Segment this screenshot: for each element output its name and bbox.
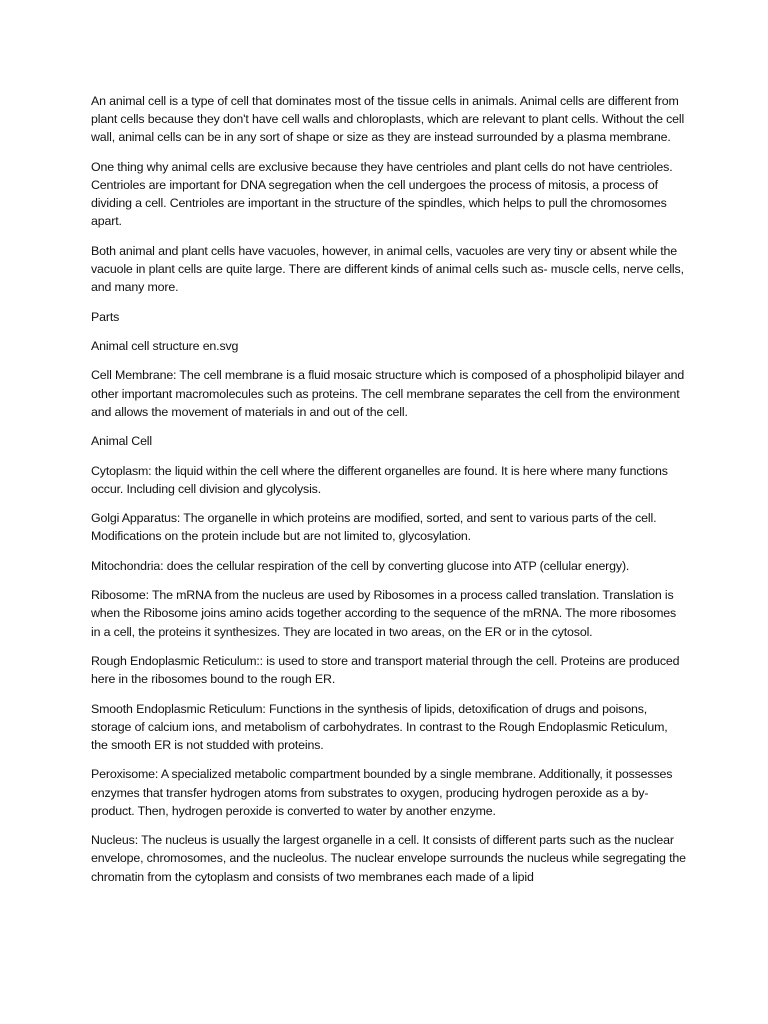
paragraph-animal-cell-heading: Animal Cell <box>91 434 153 449</box>
paragraph-rough-er: Rough Endoplasmic Reticulum:: is used to store and transport material through the cell. Proteins are produced here in the ribosomes bound to the rough ER. <box>91 653 680 687</box>
paragraph-cell-membrane: Cell Membrane: The cell membrane is a fluid mosaic structure which is composed of a phospholipid bilayer and other important macromolecules such as proteins. The cell membrane separates the cell from the environment and allows the movement of materials in and out of the cell. <box>91 368 685 419</box>
paragraph-nucleus: Nucleus: The nucleus is usually the largest organelle in a cell. It consists of different parts such as the nuclear envelope, chromosomes, and the nucleolus. The nuclear envelope surrounds the nucleus while segregating the chromatin from the cytoplasm and consists of two membranes each made of a lipid <box>91 833 686 884</box>
paragraph-ribosome: Ribosome: The mRNA from the nucleus are used by Ribosomes in a process called translation. Translation is when the Ribosome joins amino acids together according to the sequence of the mRNA. The more ribosomes in a cell, the proteins it synthesizes. They are located in two areas, on the ER or in the cytosol. <box>91 588 677 639</box>
document-page <box>91 92 686 897</box>
paragraph-intro: An animal cell is a type of cell that dominates most of the tissue cells in animals. Animal cells are different from plant cells because they don't have cell walls and chloroplasts, which are relevant to plant cells. Without the cell wall, animal cells can be in any sort of shape or size as they are instead surrounded by a plasma membrane. <box>91 94 685 145</box>
paragraph-image-caption: Animal cell structure en.svg <box>91 338 239 353</box>
paragraph-parts-heading: Parts <box>91 309 120 324</box>
paragraph-centrioles: One thing why animal cells are exclusive because they have centrioles and plant cells do not have centrioles. Centrioles are important for DNA segregation when the cell undergoes the process of mitosis, a process of dividing a cell. Centrioles are important in the structure of the spindles, which helps to pull the chromosomes apart. <box>91 159 673 229</box>
paragraph-peroxisome: Peroxisome: A specialized metabolic compartment bounded by a single membrane. Additionally, it possesses enzymes that transfer hydrogen atoms from substrates to oxygen, producing hydrogen peroxide as a by-product. Then, hydrogen peroxide is converted to water by another enzyme. <box>91 767 673 818</box>
paragraph-mitochondria: Mitochondria: does the cellular respiration of the cell by converting glucose into ATP (cellular energy). <box>91 558 630 573</box>
paragraph-smooth-er: Smooth Endoplasmic Reticulum: Functions in the synthesis of lipids, detoxification of drugs and poisons, storage of calcium ions, and metabolism of carbohydrates. In contrast to the Rough Endoplasmic Reticulum, the smooth ER is not studded with proteins. <box>91 701 668 752</box>
paragraph-golgi: Golgi Apparatus: The organelle in which proteins are modified, sorted, and sent to various parts of the cell. Modifications on the protein include but are not limited to, glycosylation. <box>91 511 657 544</box>
paragraph-vacuoles: Both animal and plant cells have vacuoles, however, in animal cells, vacuoles are very tiny or absent while the vacuole in plant cells are quite large. There are different kinds of animal cells such as- muscle cells, nerve cells, and many more. <box>91 243 684 295</box>
paragraph-cytoplasm: Cytoplasm: the liquid within the cell where the different organelles are found. It is here where many functions occur. Including cell division and glycolysis. <box>91 463 668 496</box>
